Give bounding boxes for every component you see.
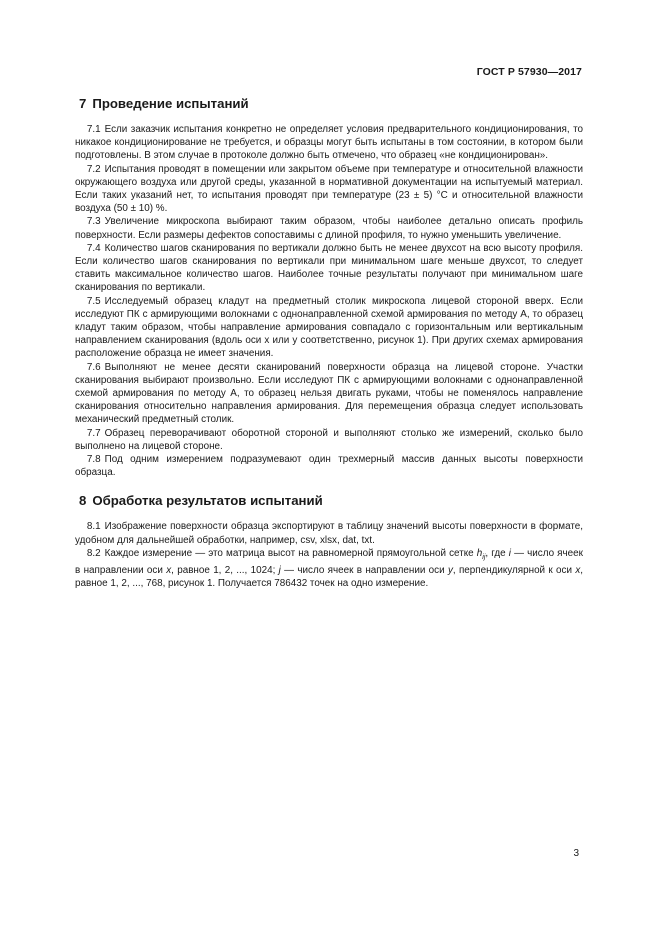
page-content (75, 96, 583, 590)
subscript-ij: ij (482, 553, 486, 561)
paragraph-number: 7.5 (86, 295, 101, 307)
text-run: — число ячеек в направлении оси (280, 565, 448, 577)
paragraph-number: 7.6 (86, 361, 101, 373)
paragraph-7-8 (75, 453, 583, 479)
section-8-heading (79, 493, 583, 509)
paragraph-7-4 (75, 242, 583, 295)
variable-j: j (278, 565, 281, 577)
variable-x: x (575, 565, 581, 577)
paragraph-number: 8.2 (86, 547, 101, 559)
page-number: 3 (573, 848, 579, 859)
text-run: , где (485, 547, 509, 559)
paragraph-text: Образец переворачивают оборотной стороной и выполняют столько же измерений, сколько было выполнено на лицевой стороне. (75, 427, 583, 452)
paragraph-number: 7.1 (86, 124, 101, 135)
paragraph-7-6 (75, 361, 583, 427)
text-run: Каждое измерение — это матрица высот на равномерной прямоугольной сетке (104, 547, 477, 559)
document-id: ГОСТ Р 57930—2017 (476, 66, 582, 78)
section-number: 8 (79, 493, 87, 509)
variable-i: i (508, 547, 511, 559)
text-run: , перпендикулярной к оси (452, 565, 576, 577)
paragraph-number: 7.2 (86, 163, 101, 175)
section-title: Обработка результатов испытаний (92, 493, 323, 509)
paragraph-text: Увеличение микроскопа выбирают таким образом, чтобы наиболее детально описать профиль поверхности. Если размеры дефектов сопоставимы с длиной профиля, то нужно уменьшить увеличение. (75, 216, 583, 241)
paragraph-7-3 (75, 215, 583, 241)
paragraph-text: Под одним измерением подразумевают один трехмерный массив данных высоты поверхности образца. (75, 454, 583, 479)
paragraph-text: Если заказчик испытания конкретно не определяет условия предварительного кондиционирования, то никакое кондиционирование не требуется, и образцы могут быть испытаны в том состоянии, в котором были подготовлены. В этом случае в протоколе должно быть отмечено, что образец «не кондиционирован». (75, 124, 583, 162)
paragraph-7-1 (75, 123, 583, 163)
text-run: , равное 1, 2, ..., 768, рисунок 1. Получается 786432 точек на одно измерение. (75, 565, 583, 590)
text-run: , равное 1, 2, ..., 1024; (171, 565, 279, 577)
paragraph-7-2 (75, 163, 583, 216)
paragraph-8-2 (75, 547, 583, 591)
paragraph-text: Количество шагов сканирования по вертикали должно быть не менее двухсот на всю высоту профиля. Если количество шагов сканирования по вертикали при минимальном шаге меньше двухсот, то следует ставить максимальное количество шагов. Наиболее точные результаты получают при минимальном шаге сканирования по вертикали. (75, 242, 583, 294)
section-title: Проведение испытаний (92, 96, 249, 111)
paragraph-8-1 (75, 520, 583, 546)
variable-h: h (476, 547, 483, 559)
variable-y: y (447, 565, 453, 577)
paragraph-text: Испытания проводят в помещении или закрытом объеме при температуре и относительной влажности окружающего воздуха или другой среды, указанной в нормативной документации на испытуемый материал. Если таких указаний нет, то испытания проводят при температуре (23 ± 5) °С и относительной влажности воздуха (50 ± 10) %. (75, 163, 583, 215)
section-7-heading (79, 96, 583, 112)
paragraph-text: Выполняют не менее десяти сканирований поверхности образца на лицевой стороне. Участки сканирования выбирают произвольно. Если исследуют ПК с армирующими волокнами с однонаправленной схемой армирования по методу А, то образец нельзя двигать руками, чтобы не поменялось направление сканирования относительно направления армирования. Для перемещения образца следует использовать механический предметный столик. (75, 361, 583, 426)
text-run: — число ячеек в направлении оси (75, 547, 583, 577)
paragraph-number: 7.8 (86, 454, 101, 466)
paragraph-text: Изображение поверхности образца экспортируют в таблицу значений высоты поверхности в формате, удобном для дальнейшей обработки, например, csv, xlsx, dat, txt. (75, 521, 583, 546)
paragraph-7-5 (75, 295, 583, 361)
paragraph-number: 8.1 (86, 521, 101, 533)
variable-x: x (166, 565, 172, 577)
paragraph-number: 7.4 (86, 242, 101, 254)
section-number: 7 (79, 96, 87, 111)
paragraph-7-7 (75, 427, 583, 453)
paragraph-text: Исследуемый образец кладут на предметный столик микроскопа лицевой стороной вверх. Если исследуют ПК с армирующими волокнами с однонаправленной схемой армирования по методу А, то образец кладут таким образом, чтобы направление армирования совпадало с горизонтальным или вертикальным направлением сканирования (вдоль оси x или y соответственно, рисунок 1). При других схемах армирования расположение образца не имеет значения. (75, 295, 583, 360)
paragraph-number: 7.3 (86, 216, 101, 228)
paragraph-number: 7.7 (86, 427, 101, 439)
